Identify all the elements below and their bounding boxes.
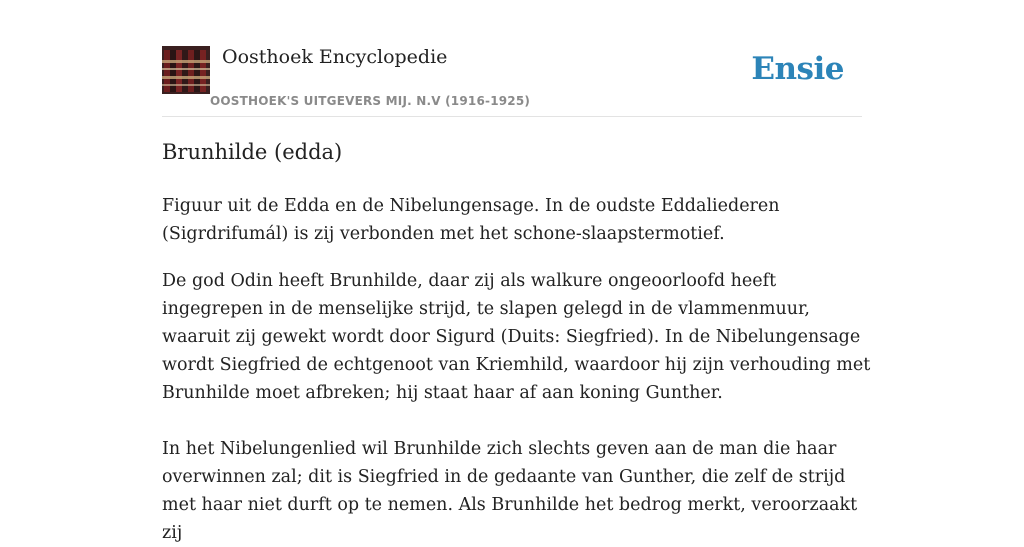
source-subtitle: OOSTHOEK'S UITGEVERS MIJ. N.V (1916-1925) xyxy=(210,94,531,108)
article-paragraph: De god Odin heeft Brunhilde, daar zij als walkure ongeoorloofd heeft ingegrepen in de menselijke strijd, te slapen gelegd in de vlammenmuur, waaruit zij gewekt wordt door Sigurd (Duits: Siegfried). In de Nibelungensage wordt Siegfried de echtgenoot van Kriemhild, waardoor hij zijn verhouding met Brunhilde moet afbreken; hij staat haar af aan koning Gunther. xyxy=(162,271,871,403)
source-avatar[interactable] xyxy=(162,46,210,94)
article-paragraph: In het Nibelungenlied wil Brunhilde zich slechts geven aan de man die haar overwinnen zal; dit is Siegfried in de gedaante van Gunther, die zelf de strijd met haar niet durft op te nemen. Als Brunhilde het bedrog merkt, veroorzaakt zij xyxy=(162,439,858,543)
brand-logo-link[interactable]: Ensie xyxy=(751,51,844,87)
page-title: Brunhilde (edda) xyxy=(162,140,343,164)
source-header xyxy=(162,46,862,117)
article-body xyxy=(162,192,874,547)
encyclopedia-books-icon xyxy=(162,46,210,94)
article-paragraph: Figuur uit de Edda en de Nibelungensage. In de oudste Eddaliederen (Sigrdrifumál) is zij verbonden met het schone-slaapstermotief. xyxy=(162,196,780,244)
source-name[interactable]: Oosthoek Encyclopedie xyxy=(222,46,448,68)
